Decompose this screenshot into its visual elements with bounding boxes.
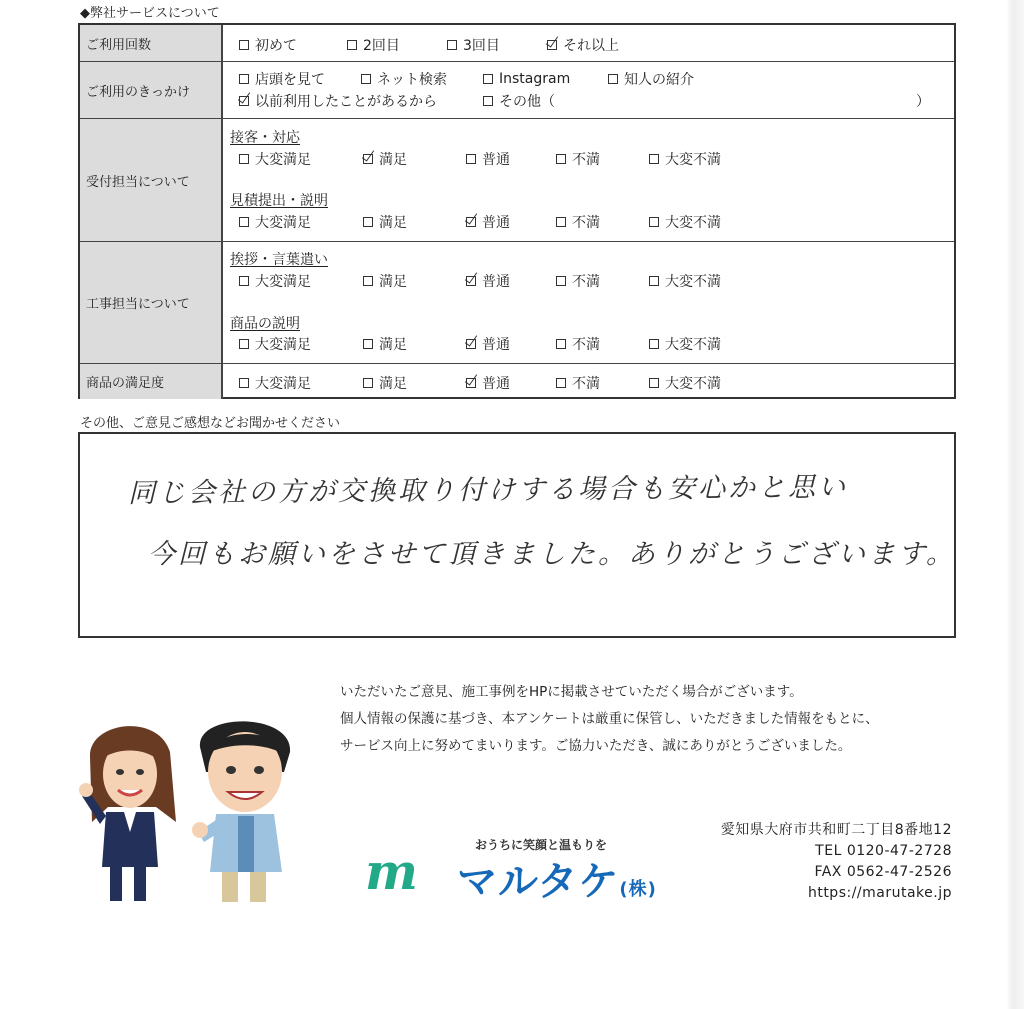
checked-checkbox[interactable] xyxy=(239,96,249,106)
notice-text xyxy=(340,679,879,760)
checkbox-label: それ以上 xyxy=(563,38,619,54)
checked-checkbox[interactable] xyxy=(466,217,476,227)
checkbox-label: 以前利用したことがあるから xyxy=(255,94,437,110)
checkbox-option[interactable] xyxy=(363,212,466,232)
checkbox[interactable] xyxy=(556,339,566,349)
checkbox-option[interactable] xyxy=(239,373,363,393)
checkbox-option[interactable] xyxy=(466,212,556,232)
checkbox-option[interactable] xyxy=(466,149,556,169)
checkbox[interactable] xyxy=(556,217,566,227)
checkbox-option[interactable] xyxy=(363,373,466,393)
checked-checkbox[interactable] xyxy=(547,40,557,50)
checkbox-label: 満足 xyxy=(379,274,407,290)
checkbox[interactable] xyxy=(447,40,457,50)
survey-table xyxy=(78,23,956,399)
checkbox-label: ネット検索 xyxy=(377,72,447,88)
mascot-man xyxy=(192,721,290,902)
checkbox-option[interactable] xyxy=(347,35,447,55)
row-product xyxy=(80,364,954,399)
checkbox-label: 知人の紹介 xyxy=(624,72,694,88)
checkbox-label: 満足 xyxy=(379,337,407,353)
options-trigger-line2 xyxy=(239,91,603,111)
checkbox[interactable] xyxy=(363,339,373,349)
checkbox-label: 不満 xyxy=(572,337,600,353)
row-header: ご利用のきっかけ xyxy=(80,62,223,118)
company-fax: FAX 0562-47-2526 xyxy=(814,864,952,880)
checkbox-label: 普通 xyxy=(482,152,510,168)
checkbox-option[interactable] xyxy=(363,334,466,354)
checkbox[interactable] xyxy=(363,217,373,227)
section-title: ◆弊社サービスについて xyxy=(80,6,220,21)
comment-line-1: 同じ会社の方が交換取り付けする場合も安心かと思い xyxy=(127,471,849,510)
checkbox-label: 満足 xyxy=(379,215,407,231)
checkbox-label: 大変満足 xyxy=(255,215,311,231)
checkbox-option[interactable] xyxy=(556,334,649,354)
row-header: 受付担当について xyxy=(80,119,223,241)
checkbox-option[interactable] xyxy=(239,271,363,291)
checkbox-option[interactable] xyxy=(556,212,649,232)
checkbox-option[interactable] xyxy=(649,149,749,169)
checkbox-label: その他（ xyxy=(499,94,555,110)
checkbox-option[interactable] xyxy=(608,69,728,89)
checkbox-label: 大変満足 xyxy=(255,337,311,353)
comments-label: その他、ご意見ご感想などお聞かせください xyxy=(80,416,341,431)
checkbox-option[interactable] xyxy=(239,69,361,89)
row-header: 商品の満足度 xyxy=(80,364,223,399)
checkbox[interactable] xyxy=(483,96,493,106)
checkbox[interactable] xyxy=(363,378,373,388)
other-close-paren: ） xyxy=(916,94,930,110)
checkbox-option[interactable] xyxy=(466,271,556,291)
checkbox[interactable] xyxy=(649,339,659,349)
options-construction-explanation xyxy=(239,334,749,354)
checkbox[interactable] xyxy=(361,74,371,84)
checkbox-option[interactable] xyxy=(466,334,556,354)
checkbox-option[interactable] xyxy=(363,271,466,291)
row-reception xyxy=(80,119,954,242)
row-usage-count xyxy=(80,25,954,62)
checkbox[interactable] xyxy=(239,40,249,50)
checkbox[interactable] xyxy=(239,276,249,286)
scan-edge xyxy=(1006,0,1024,1009)
checkbox-option[interactable] xyxy=(556,271,649,291)
checkbox[interactable] xyxy=(347,40,357,50)
options-trigger-line1 xyxy=(239,69,728,89)
checkbox-option[interactable] xyxy=(649,271,749,291)
checkbox[interactable] xyxy=(556,276,566,286)
logo-mark xyxy=(365,842,412,901)
checkbox[interactable] xyxy=(649,217,659,227)
checkbox-option[interactable] xyxy=(483,69,608,89)
options-product xyxy=(239,373,749,393)
checkbox-label: 大変満足 xyxy=(255,274,311,290)
checkbox-option[interactable] xyxy=(483,91,603,111)
checkbox[interactable] xyxy=(239,339,249,349)
checkbox-label: 満足 xyxy=(379,376,407,392)
checkbox-label: 普通 xyxy=(482,274,510,290)
checkbox-option[interactable] xyxy=(361,69,483,89)
checkbox-label: Instagram xyxy=(499,71,571,87)
checkbox-option[interactable] xyxy=(649,212,749,232)
checkbox-option[interactable] xyxy=(363,149,466,169)
checkbox-option[interactable] xyxy=(239,35,347,55)
checkbox-label: 初めて xyxy=(255,38,297,54)
checkbox-option[interactable] xyxy=(447,35,547,55)
checkbox-option[interactable] xyxy=(239,91,483,111)
sublabel-product-explanation: 商品の説明 xyxy=(230,316,300,332)
checkbox[interactable] xyxy=(239,74,249,84)
checkbox[interactable] xyxy=(363,276,373,286)
checkbox-label: 普通 xyxy=(482,337,510,353)
checkbox-option[interactable] xyxy=(239,212,363,232)
checkbox[interactable] xyxy=(483,74,493,84)
row-header: 工事担当について xyxy=(80,242,223,363)
checkbox[interactable] xyxy=(649,276,659,286)
checkbox-label: 普通 xyxy=(482,376,510,392)
checkbox[interactable] xyxy=(649,378,659,388)
checkbox-label: 店頭を見て xyxy=(255,72,325,88)
checked-checkbox[interactable] xyxy=(466,339,476,349)
checkbox-label: 大変不満 xyxy=(665,337,721,353)
row-construction xyxy=(80,242,954,364)
sublabel-greeting: 挨拶・言葉遣い xyxy=(230,252,328,268)
checkbox-label: 不満 xyxy=(572,376,600,392)
staff-mascot-illustration xyxy=(78,712,308,907)
checkbox[interactable] xyxy=(239,154,249,164)
checkbox-label: 2回目 xyxy=(363,38,400,54)
logo-name xyxy=(457,850,657,907)
checkbox[interactable] xyxy=(608,74,618,84)
checkbox-option[interactable] xyxy=(239,149,363,169)
checkbox-label: 大変満足 xyxy=(255,376,311,392)
checkbox[interactable] xyxy=(649,154,659,164)
checkbox-label: 満足 xyxy=(379,152,407,168)
sublabel-service: 接客・対応 xyxy=(230,130,300,146)
company-url: https://marutake.jp xyxy=(807,885,952,901)
checked-checkbox[interactable] xyxy=(466,378,476,388)
sublabel-estimate: 見積提出・説明 xyxy=(230,193,328,209)
options-usage-count xyxy=(239,35,647,55)
checkbox-label: 3回目 xyxy=(463,38,500,54)
company-tel: TEL 0120-47-2728 xyxy=(815,843,952,859)
company-contact xyxy=(721,820,952,904)
options-reception-estimate xyxy=(239,212,749,232)
checked-checkbox[interactable] xyxy=(466,276,476,286)
logo-mark-letter: m xyxy=(365,842,412,901)
checkbox-option[interactable] xyxy=(556,373,649,393)
checkbox-label: 大変不満 xyxy=(665,274,721,290)
checkbox-option[interactable] xyxy=(649,334,749,354)
checkbox[interactable] xyxy=(556,378,566,388)
options-construction-greeting xyxy=(239,271,749,291)
checked-checkbox[interactable] xyxy=(363,154,373,164)
checkbox-option[interactable] xyxy=(239,334,363,354)
checkbox-option[interactable] xyxy=(649,373,749,393)
logo-corp-mark: (株) xyxy=(619,879,657,900)
notice-line: いただいたご意見、施工事例をHPに掲載させていただく場合がございます。 xyxy=(340,684,803,700)
logo-tagline: おうちに笑顔と温もりを xyxy=(475,838,608,852)
checkbox[interactable] xyxy=(239,378,249,388)
comment-line-2: 今回もお願いをさせて頂きました。ありがとうございます。 xyxy=(148,539,956,570)
checkbox[interactable] xyxy=(466,154,476,164)
mascot-woman xyxy=(79,726,176,901)
checkbox[interactable] xyxy=(556,154,566,164)
comments-box xyxy=(78,432,956,638)
row-header: ご利用回数 xyxy=(80,25,223,61)
row-trigger xyxy=(80,62,954,119)
notice-line: 個人情報の保護に基づき、本アンケートは厳重に保管し、いただきました情報をもとに、 xyxy=(340,711,879,727)
options-reception-service xyxy=(239,149,749,169)
checkbox-label: 不満 xyxy=(572,215,600,231)
notice-line: サービス向上に努めてまいります。ご協力いただき、誠にありがとうございました。 xyxy=(340,738,852,754)
checkbox-label: 大変満足 xyxy=(255,152,311,168)
company-address: 愛知県大府市共和町二丁目8番地12 xyxy=(720,822,952,838)
logo-company-name: マルタケ xyxy=(457,859,620,905)
checkbox-label: 不満 xyxy=(572,152,600,168)
checkbox-option[interactable] xyxy=(547,35,647,55)
checkbox-label: 大変不満 xyxy=(665,215,721,231)
checkbox-label: 大変不満 xyxy=(665,152,721,168)
checkbox-label: 大変不満 xyxy=(665,376,721,392)
checkbox-label: 普通 xyxy=(482,215,510,231)
checkbox-label: 不満 xyxy=(572,274,600,290)
checkbox-option[interactable] xyxy=(466,373,556,393)
checkbox-option[interactable] xyxy=(556,149,649,169)
checkbox[interactable] xyxy=(239,217,249,227)
company-logo xyxy=(365,832,665,905)
